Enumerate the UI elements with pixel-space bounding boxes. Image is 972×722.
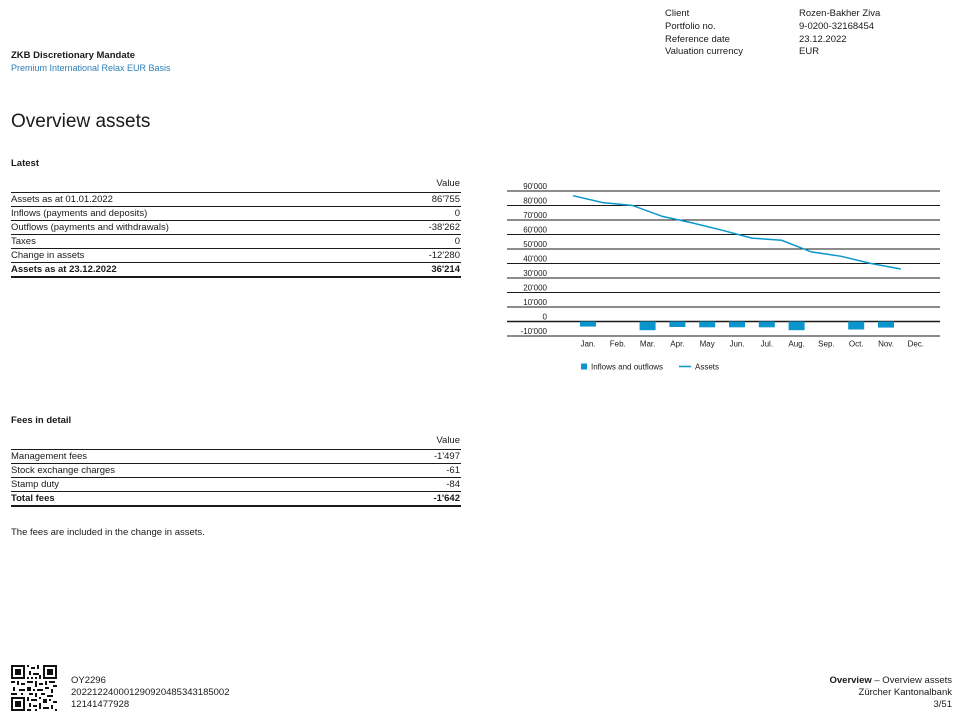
footer-document-number: 20221224000129092048534318​5002 — [71, 687, 230, 698]
table-row — [11, 464, 461, 478]
latest-table — [11, 176, 461, 278]
bar — [669, 322, 685, 328]
total-value: 36'214 — [431, 264, 460, 275]
page-number: 3/51 — [933, 699, 952, 710]
x-tick-label: Aug. — [788, 339, 805, 349]
y-tick-label: 10'000 — [523, 298, 547, 307]
x-tick-label: Jun. — [729, 339, 745, 349]
y-tick-label: 80'000 — [523, 196, 547, 206]
row-value: -1'497 — [433, 451, 460, 462]
x-tick-label: Feb. — [609, 339, 626, 349]
bar — [878, 322, 894, 328]
legend-label: Assets — [695, 362, 720, 372]
row-value: -38'262 — [428, 222, 460, 233]
y-tick-label: -10'000 — [520, 327, 547, 336]
row-value: 86'755 — [431, 194, 460, 205]
bar — [789, 322, 805, 331]
row-label: Taxes — [11, 236, 36, 247]
row-value: 0 — [454, 208, 460, 219]
y-tick-label: 30'000 — [523, 269, 547, 278]
y-tick-label: 20'000 — [523, 283, 547, 293]
mandate-subtitle: Premium International Relax EUR Basis — [11, 63, 171, 73]
footer-reference-number: 12141477928 — [71, 699, 130, 710]
footer-section-path — [830, 675, 953, 687]
fees-note: The fees are included in the change in assets. — [11, 527, 205, 538]
info-key: Valuation currency — [665, 46, 743, 57]
x-tick-label: Apr. — [670, 339, 685, 349]
info-value: Rozen-Bakher Ziva — [799, 8, 881, 19]
x-tick-label: Dec. — [907, 339, 925, 349]
x-tick-label: Nov. — [878, 339, 894, 349]
info-key: Portfolio no. — [665, 21, 716, 32]
table-row — [11, 193, 461, 207]
row-label: Outflows (payments and withdrawals) — [11, 222, 169, 233]
table-row — [11, 450, 461, 464]
row-value: -84 — [446, 479, 460, 490]
total-value: -1'642 — [433, 493, 460, 504]
x-tick-label: Mar. — [639, 339, 656, 349]
y-tick-label: 40'000 — [523, 254, 547, 264]
row-value: 0 — [454, 236, 460, 247]
table-row — [11, 235, 461, 249]
row-label: Management fees — [11, 451, 88, 462]
x-tick-label: May — [699, 339, 715, 349]
y-tick-label: 60'000 — [523, 225, 547, 235]
x-tick-label: Oct. — [848, 339, 864, 349]
y-tick-label: 50'000 — [523, 240, 547, 249]
x-tick-label: Jan. — [580, 339, 596, 349]
value-column-header: Value — [11, 433, 461, 450]
bar — [759, 322, 775, 328]
row-value: -61 — [446, 465, 460, 476]
footer-subsection: – Overview assets — [871, 675, 952, 686]
footer-section: Overview — [829, 675, 872, 686]
table-row — [11, 221, 461, 235]
table-row — [11, 207, 461, 221]
row-label: Inflows (payments and deposits) — [11, 208, 148, 219]
total-row — [11, 492, 461, 507]
row-label: Change in assets — [11, 250, 85, 261]
bar — [640, 322, 656, 331]
info-value: 9-0200-32168454 — [799, 21, 875, 32]
legend-label: Inflows and outflows — [591, 362, 664, 372]
qr-code-image — [11, 665, 57, 711]
bar — [699, 322, 715, 328]
fees-section-title: Fees in detail — [11, 415, 72, 426]
footer-code: OY2296 — [71, 675, 106, 686]
row-label: Stamp duty — [11, 479, 60, 490]
bar — [729, 322, 745, 328]
x-tick-label: Jul. — [760, 339, 774, 349]
footer-right-text — [830, 675, 953, 711]
row-label: Stock exchange charges — [11, 465, 116, 476]
footer-bank-name: Zürcher Kantonalbank — [858, 687, 952, 698]
info-value: EUR — [799, 46, 820, 57]
footer-left-text — [71, 675, 230, 711]
y-tick-label: 0 — [542, 312, 547, 322]
info-key: Reference date — [665, 34, 730, 45]
mandate-title: ZKB Discretionary Mandate — [11, 50, 136, 61]
value-column-header: Value — [11, 176, 461, 193]
total-label: Assets as at 23.12.2022 — [11, 264, 117, 275]
y-tick-label: 90'000 — [523, 182, 547, 191]
x-tick-label: Sep. — [818, 339, 835, 349]
table-row — [11, 249, 461, 263]
page-title: Overview assets — [11, 111, 151, 132]
legend-bar-swatch — [581, 364, 587, 370]
total-row — [11, 263, 461, 278]
bar — [580, 322, 596, 327]
row-value: -12'280 — [428, 250, 460, 261]
assets-line — [573, 196, 901, 269]
bar — [848, 322, 864, 330]
total-label: Total fees — [11, 493, 55, 504]
info-key: Client — [665, 8, 690, 19]
row-label: Assets as at 01.01.2022 — [11, 194, 113, 205]
assets-chart — [505, 182, 945, 382]
y-tick-label: 70'000 — [523, 211, 547, 220]
latest-section-title: Latest — [11, 158, 39, 169]
table-row — [11, 478, 461, 492]
fees-table — [11, 433, 461, 507]
info-value: 23.12.2022 — [799, 34, 847, 45]
